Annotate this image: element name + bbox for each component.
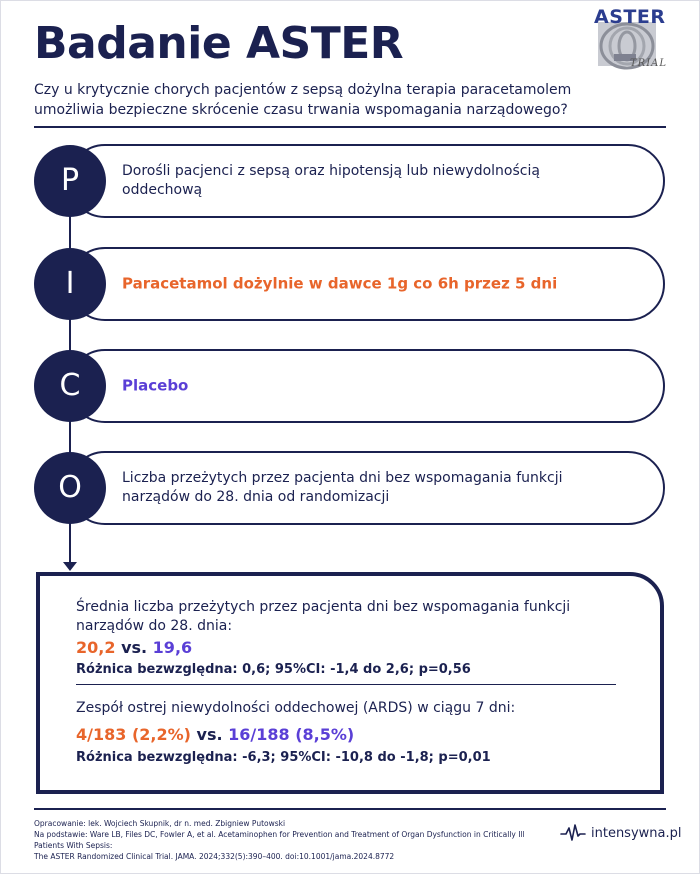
pico-population-text: Dorośli pacjenci z sepsą oraz hipotensją lub niewydolnością oddechową	[122, 163, 540, 198]
primary-outcome-difference: Różnica bezwzględna: 0,6; 95%CI: -1,4 do 2,6; p=0,56	[76, 662, 471, 677]
secondary-vs: vs.	[196, 725, 223, 744]
pico-population-box	[68, 144, 665, 218]
primary-value-intervention: 20,2	[76, 638, 116, 657]
pico-letter-p: P	[34, 145, 106, 217]
pico-letter-o: O	[34, 452, 106, 524]
heartbeat-icon	[560, 822, 586, 844]
pico-letter-i: I	[34, 248, 106, 320]
footer-credits	[34, 818, 554, 862]
page-title: Badanie ASTER	[34, 18, 404, 69]
aster-trial-logo	[588, 6, 666, 72]
brand-name: intensywna.pl	[591, 825, 682, 841]
footer-divider	[34, 808, 666, 810]
secondary-value-intervention: 4/183 (2,2%)	[76, 725, 191, 744]
footer-reference: Na podstawie: Ware LB, Files DC, Fowler A, et al. Acetaminophen for Prevention and Treatment of Organ Dysfunction in Critically Ill Patients With Sepsis:	[34, 830, 525, 850]
pico-letter-c: C	[34, 350, 106, 422]
arrow-down-icon	[63, 562, 77, 571]
secondary-outcome-label: Zespół ostrej niewydolności oddechowej (ARDS) w ciągu 7 dni:	[76, 700, 516, 716]
header-divider	[34, 126, 666, 128]
secondary-outcome-values	[76, 725, 354, 744]
footer-reference-cont: The ASTER Randomized Clinical Trial. JAMA. 2024;332(5):390–400. doi:10.1001/jama.2024.8772	[34, 852, 395, 861]
primary-value-placebo: 19,6	[152, 638, 193, 657]
secondary-value-placebo: 16/188 (8,5%)	[228, 725, 355, 744]
logo-word: ASTER	[594, 6, 666, 28]
logo-sub: TRIAL	[630, 58, 668, 69]
results-box	[36, 572, 664, 794]
footer-authors: Opracowanie: lek. Wojciech Skupnik, dr n. med. Zbigniew Putowski	[34, 819, 286, 828]
pico-comparison-box	[68, 349, 665, 423]
research-question: Czy u krytycznie chorych pacjentów z sepsą dożylna terapia paracetamolem umożliwia bezpieczne skrócenie czasu trwania wspomagania narządowego?	[34, 82, 572, 118]
pico-comparison-text: Placebo	[122, 376, 189, 395]
pico-outcome-text: Liczba przeżytych przez pacjenta dni bez wspomagania funkcji narządów do 28. dnia od randomizacji	[122, 470, 563, 505]
pico-intervention-box	[68, 247, 665, 321]
results-divider	[76, 684, 616, 685]
brand	[560, 822, 682, 844]
primary-outcome-values	[76, 638, 192, 657]
pico-intervention-text: Paracetamol dożylnie w dawce 1g co 6h przez 5 dni	[122, 274, 558, 293]
primary-outcome-label: Średnia liczba przeżytych przez pacjenta dni bez wspomagania funkcji narządów do 28. dnia:	[76, 599, 571, 634]
pico-outcome-box	[68, 451, 665, 525]
secondary-outcome-difference: Różnica bezwzględna: -6,3; 95%CI: -10,8 do -1,8; p=0,01	[76, 750, 491, 765]
primary-vs: vs.	[121, 638, 148, 657]
